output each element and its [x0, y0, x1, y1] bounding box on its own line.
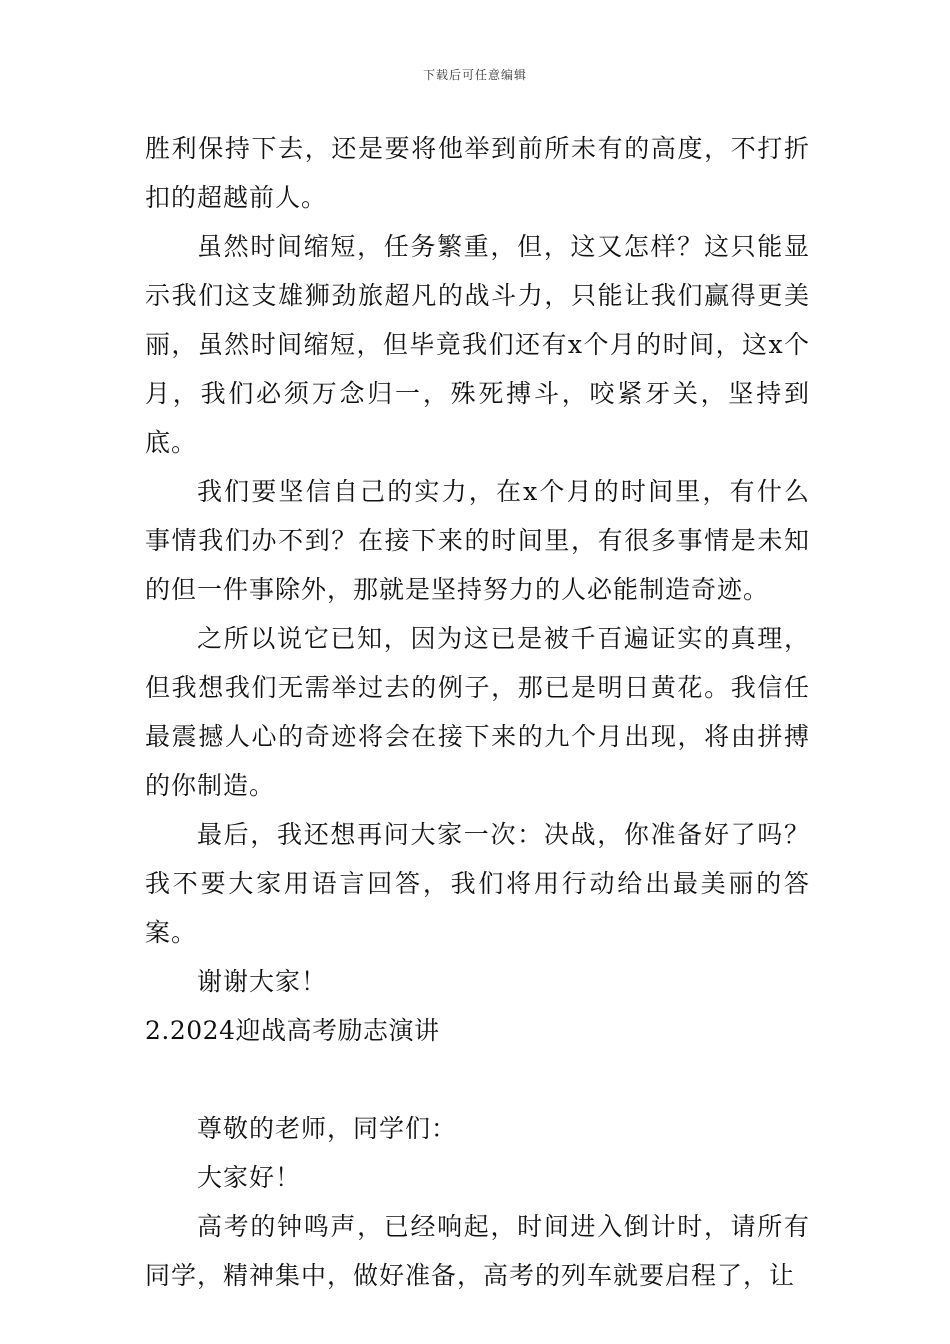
greeting: 大家好！ — [197, 1163, 302, 1192]
paragraph: 我们要坚信自己的实力，在x个月的时间里，有什么事情我们办不到？在接下来的时间里，有很多事情是未知的但一件事除外，那就是坚持努力的人必能制造奇迹。 — [145, 477, 810, 604]
paragraph: 高考的钟鸣声，已经响起，时间进入倒计时，请所有同学，精神集中，做好准备，高考的列车就要启程了，让 — [145, 1212, 810, 1290]
blank-line — [145, 1055, 810, 1104]
page-header: 下载后可任意编辑 — [422, 68, 527, 82]
paragraph: 谢谢大家！ — [197, 967, 328, 996]
paragraph: 之所以说它已知，因为这已是被千百遍证实的真理，但我想我们无需举过去的例子，那已是明日黄花。我信任最震撼人心的奇迹将会在接下来的九个月出现，将由拼搏的你制造。 — [145, 624, 810, 800]
paragraph: 胜利保持下去，还是要将他举到前所未有的高度，不打折扣的超越前人。 — [145, 134, 810, 212]
section-heading: 2.2024迎战高考励志演讲 — [145, 1016, 440, 1045]
paragraph: 最后，我还想再问大家一次：决战，你准备好了吗？我不要大家用语言回答，我们将用行动给出最美丽的答案。 — [145, 820, 810, 947]
paragraph: 虽然时间缩短，任务繁重，但，这又怎样？这只能显示我们这支雄狮劲旅超凡的战斗力，只能让我们赢得更美丽，虽然时间缩短，但毕竟我们还有x个月的时间，这x个月，我们必须万念归一，殊死搏斗，咬紧牙关，坚持到底。 — [145, 232, 810, 457]
salutation: 尊敬的老师，同学们： — [197, 1114, 458, 1143]
document-body — [145, 124, 810, 1300]
